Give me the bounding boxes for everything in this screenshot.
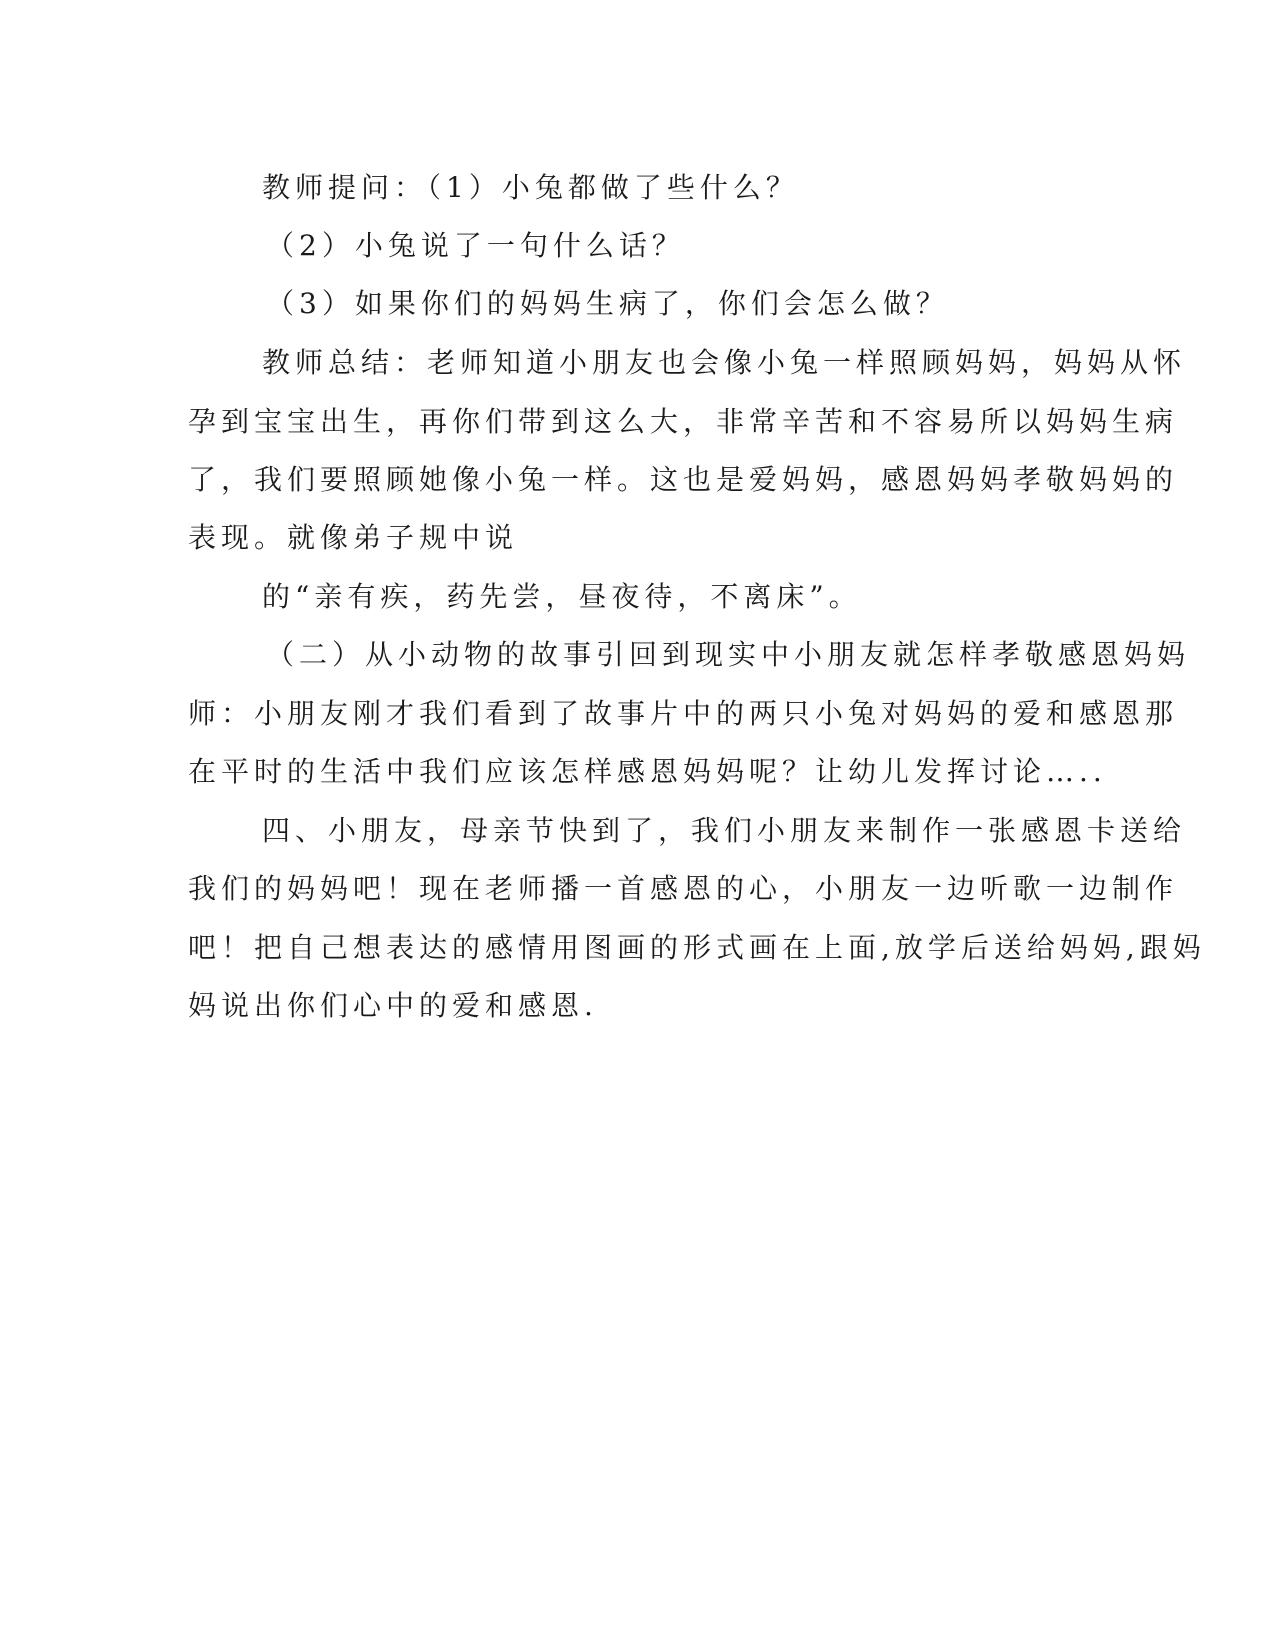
paragraph-line: （3）如果你们的妈妈生病了，你们会怎么做？ — [266, 287, 949, 320]
paragraph-line: （二）从小动物的故事引回到现实中小朋友就怎样孝敬感恩妈妈 — [266, 638, 1191, 671]
paragraph-line: 教师提问：（1）小兔都做了些什么？ — [262, 171, 799, 204]
paragraph-line: 了，我们要照顾她像小兔一样。这也是爱妈妈，感恩妈妈孝敬妈妈的 — [188, 463, 1179, 496]
paragraph-line: 表现。就像弟子规中说 — [188, 521, 519, 554]
paragraph-line: 孕到宝宝出生，再你们带到这么大，非常辛苦和不容易所以妈妈生病 — [188, 405, 1179, 438]
paragraph-line: 四、小朋友，母亲节快到了，我们小朋友来制作一张感恩卡送给 — [262, 814, 1187, 847]
paragraph-line: 我们的妈妈吧！现在老师播一首感恩的心，小朋友一边听歌一边制作 — [188, 872, 1179, 905]
paragraph-line: 在平时的生活中我们应该怎样感恩妈妈呢？让幼儿发挥讨论….. — [188, 755, 1107, 788]
paragraph-line: 吧！把自己想表达的感情用图画的形式画在上面,放学后送给妈妈,跟妈 — [188, 931, 1206, 964]
paragraph-line: 教师总结：老师知道小朋友也会像小兔一样照顾妈妈，妈妈从怀 — [262, 346, 1187, 379]
paragraph-line: 的“亲有疾，药先尝，昼夜待，不离床”。 — [262, 580, 862, 613]
paragraph-line: 妈说出你们心中的爱和感恩. — [188, 989, 598, 1022]
paragraph-line: 师：小朋友刚才我们看到了故事片中的两只小兔对妈妈的爱和感恩那 — [188, 697, 1179, 730]
paragraph-line: （2）小兔说了一句什么话？ — [266, 229, 685, 262]
